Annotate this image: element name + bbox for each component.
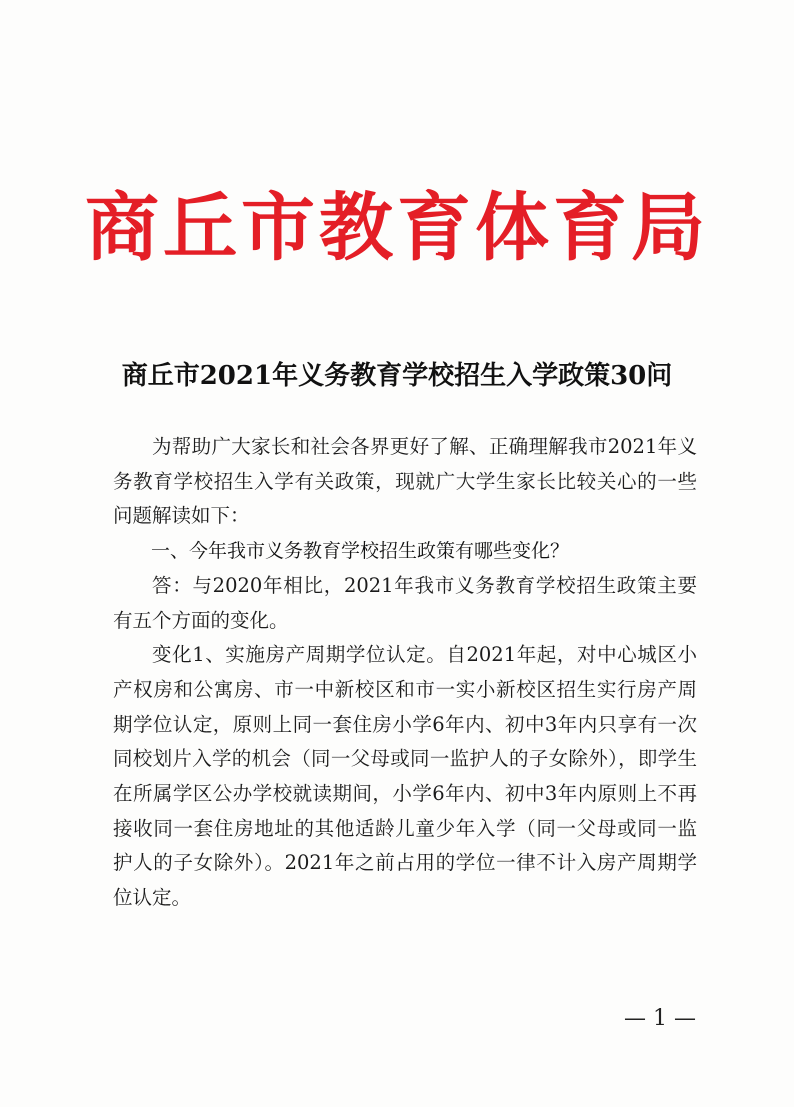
- section-heading: 一、今年我市义务教育学校招生政策有哪些变化？: [151, 540, 570, 563]
- answer-paragraph: 答：与2020年相比，2021年我市义务教育学校招生政策主要有五个方面的变化。: [113, 573, 697, 632]
- document-body: [113, 430, 697, 916]
- change-1-paragraph: 变化1、实施房产周期学位认定。自2021年起，对中心城区小产权房和公寓房、市一中新校区和市一实小新校区招生实行房产周期学位认定，原则上同一套住房小学6年内、初中3年内只享有一次同校划片入学的机会（同一父母或同一监护人的子女除外），即学生在所属学区公办学校就读期间，小学6年内、初中3年内原则上不再接收同一套住房地址的其他适龄儿童少年入学（同一父母或同一监护人的子女除外）。2021年之前占用的学位一律不计入房产周期学位认定。: [113, 643, 697, 910]
- intro-paragraph: 为帮助广大家长和社会各界更好了解、正确理解我市2021年义务教育学校招生入学有关政策，现就广大学生家长比较关心的一些问题解读如下：: [113, 435, 697, 528]
- issuer-masthead: 商丘市教育体育局: [85, 185, 709, 271]
- page-number: — 1 —: [624, 1006, 696, 1031]
- document-title: 商丘市2021年义务教育学校招生入学政策30问: [121, 361, 673, 391]
